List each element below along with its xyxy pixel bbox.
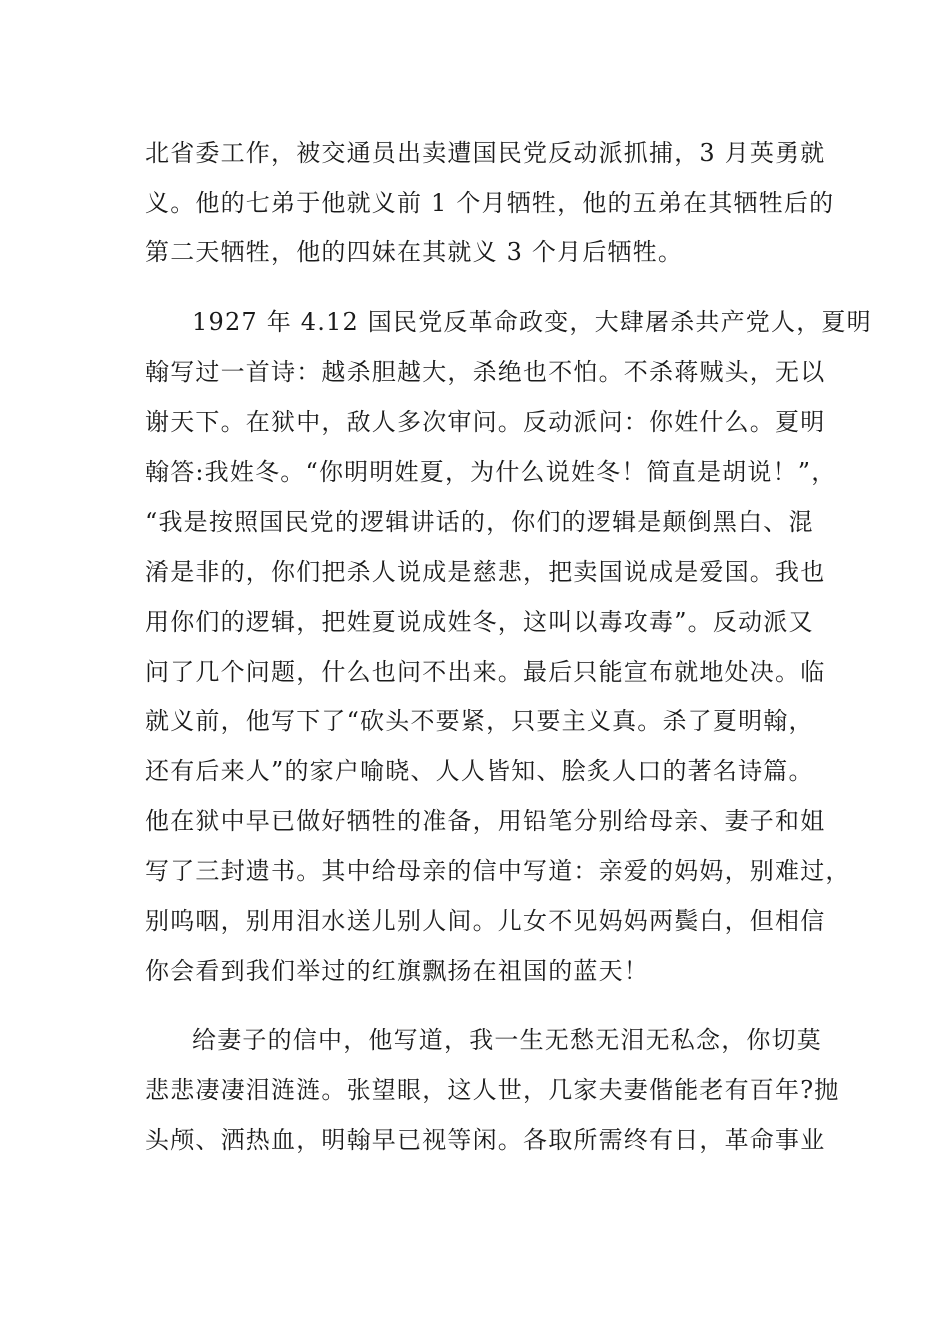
text-line: 头颅、洒热血，明翰早已视等闲。各取所需终有日，革命事业 (145, 1126, 826, 1154)
text-line: 翰写过一首诗：越杀胆越大，杀绝也不怕。不杀蒋贼头，无以 (145, 358, 826, 386)
text-line: 淆是非的，你们把杀人说成是慈悲，把卖国说成是爱国。我也 (145, 558, 826, 586)
text-line: 北省委工作，被交通员出卖遭国民党反动派抓捕，3 月英勇就 (145, 139, 826, 167)
text-line: 给妻子的信中，他写道，我一生无愁无泪无私念，你切莫 (192, 1026, 822, 1054)
text-line: 悲悲凄凄泪涟涟。张望眼，这人世，几家夫妻偕能老有百年?抛 (145, 1076, 840, 1104)
text-line: 别呜咽，别用泪水送儿别人间。儿女不见妈妈两鬓白，但相信 (145, 907, 826, 935)
text-line: 用你们的逻辑，把姓夏说成姓冬，这叫以毒攻毒”。反动派又 (145, 608, 814, 636)
text-line: 谢天下。在狱中，敌人多次审问。反动派问：你姓什么。夏明 (145, 408, 826, 436)
text-line: 问了几个问题，什么也问不出来。最后只能宣布就地处决。临 (145, 658, 826, 686)
text-line: 1927 年 4.12 国民党反革命政变，大肆屠杀共产党人，夏明 (192, 308, 872, 336)
text-line: 就义前，他写下了“砍头不要紧，只要主义真。杀了夏明翰， (145, 707, 814, 735)
text-line: 第二天牺牲，他的四妹在其就义 3 个月后牺牲。 (145, 238, 684, 266)
text-line: “我是按照国民党的逻辑讲话的，你们的逻辑是颠倒黑白、混 (145, 508, 814, 536)
text-line: 翰答:我姓冬。“你明明姓夏，为什么说姓冬！简直是胡说！”， (145, 458, 837, 486)
text-line: 写了三封遗书。其中给母亲的信中写道：亲爱的妈妈，别难过， (145, 857, 851, 885)
text-line: 义。他的七弟于他就义前 1 个月牺牲，他的五弟在其牺牲后的 (145, 189, 835, 217)
text-line: 还有后来人”的家户喻晓、人人皆知、脍炙人口的著名诗篇。 (145, 757, 814, 785)
text-line: 他在狱中早已做好牺牲的准备，用铅笔分别给母亲、妻子和姐 (145, 807, 826, 835)
text-line: 你会看到我们举过的红旗飘扬在祖国的蓝天！ (145, 957, 649, 985)
